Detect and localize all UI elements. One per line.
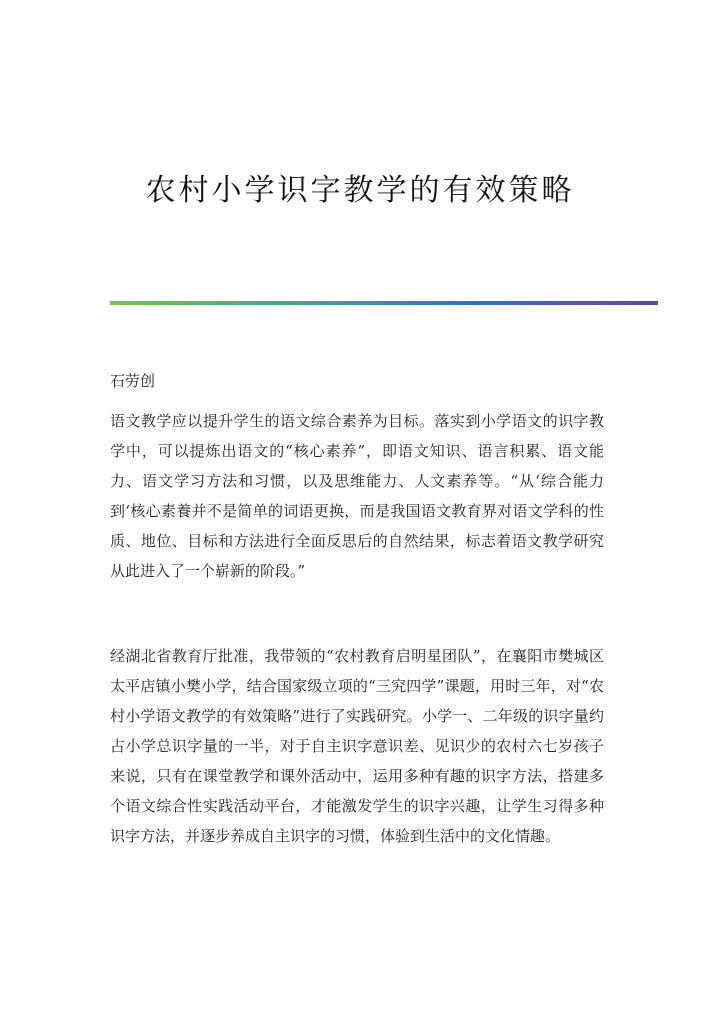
- page-title: 农村小学识字教学的有效策略: [145, 173, 575, 208]
- title-divider: [110, 301, 658, 305]
- paragraph-2: 经湖北省教育厅批准，我带领的“农村教育启明星团队”，在襄阳市樊城区太平店镇小樊小学，结合国家级立项的“三究四学”课题，用时三年，对“农村小学语文教学的有效策略”进行了实践研究。小学一、二年级的识字量约占小学总识字量的一半，对于自主识字意识差、见识少的农村六七岁孩子来说，只有在课堂教学和课外活动中，运用多种有趣的识字方法，搭建多个语文综合性实践活动平台，才能激发学生的识字兴趣，让学生习得多种识字方法，并逐步养成自主识字的习惯，体验到生活中的文化情趣。: [110, 647, 604, 845]
- author-name: 石劳创: [110, 372, 156, 390]
- paragraph-1: 语文教学应以提升学生的语文综合素养为目标。落实到小学语文的识字教学中，可以提炼出语文的“核心素养”，即语文知识、语言积累、语文能力、语文学习方法和习惯，以及思维能力、人文素养等。“从‘综合能力到‘核心素養并不是简单的词语更换，而是我国语文教育界对语文学科的性质、地位、目标和方法进行全面反思后的自然结果，标志着语文教学研究从此进入了一个崭新的阶段。”: [110, 412, 604, 580]
